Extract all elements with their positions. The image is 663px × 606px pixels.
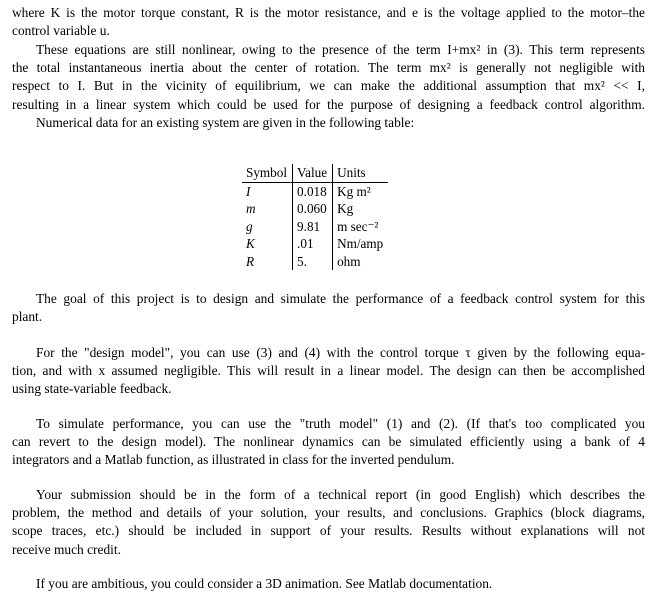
value-cell: 0.060 xyxy=(293,200,333,218)
units-cell: ohm xyxy=(337,253,361,269)
table-row xyxy=(242,218,388,236)
table-header-row xyxy=(242,164,388,182)
submission-line-4: receive much credit. xyxy=(12,541,121,557)
header-value: Value xyxy=(293,164,333,182)
symbol-cell: m xyxy=(242,200,293,218)
intro-line-1: where K is the motor torque constant, R is the motor resistance, and e is the voltage applied to the motor–the xyxy=(12,5,645,20)
simulate-line-3: integrators and a Matlab function, as illustrated in class for the inverted pendulum. xyxy=(12,452,455,468)
design-line-1: For the "design model", you can use (3) and (4) with the control torque τ given by the following equa- xyxy=(36,345,645,360)
equations-line-3: respect to I. But in the vicinity of equilibrium, we can make the additional assumption that mx² << I, xyxy=(12,78,645,94)
table-row xyxy=(242,235,388,253)
units-cell: Kg m² xyxy=(337,183,371,199)
value-cell: 5. xyxy=(293,253,333,271)
design-line-3: using state-variable feedback. xyxy=(12,381,172,397)
simulate-line-2: can revert to the design model). The nonlinear dynamics can be simulated efficiently using a bank of 4 xyxy=(12,434,645,450)
design-line-2: tion, and with x assumed negligible. This will result in a linear model. The design can then be accomplished xyxy=(12,363,645,379)
header-units: Units xyxy=(333,164,389,182)
table-row xyxy=(242,253,388,271)
goal-line-2: plant. xyxy=(12,309,43,325)
simulate-line-1: To simulate performance, you can use the "truth model" (1) and (2). (If that's too complicated you xyxy=(36,416,645,431)
intro-line-2: control variable u. xyxy=(12,23,110,39)
units-cell: Kg xyxy=(337,201,354,216)
goal-paragraph xyxy=(12,290,645,326)
value-cell: 9.81 xyxy=(293,218,333,236)
equations-line-4: resulting in a linear system which could be used for the purpose of designing a feedback control algorithm. xyxy=(12,96,645,112)
value-cell: 0.018 xyxy=(293,182,333,200)
table-row xyxy=(242,200,388,218)
ambitious-line: If you are ambitious, you could consider a 3D animation. See Matlab documentation. xyxy=(36,576,493,591)
submission-line-1: Your submission should be in the form of a technical report (in good English) which describes the xyxy=(36,487,645,502)
units-cell: m sec⁻² xyxy=(337,218,379,234)
symbol-cell: K xyxy=(242,235,293,253)
ambitious-paragraph xyxy=(12,575,645,593)
submission-line-2: problem, the method and details of your solution, your results, and conclusions. Graphics (block diagrams, xyxy=(12,505,645,521)
units-cell: Nm/amp xyxy=(337,236,384,251)
goal-line-1: The goal of this project is to design and simulate the performance of a feedback control system for this xyxy=(36,291,645,306)
design-model-paragraph xyxy=(12,344,645,399)
symbol-cell: g xyxy=(242,218,293,236)
equations-paragraph xyxy=(12,41,645,132)
symbol-cell: I xyxy=(242,182,293,200)
symbol-cell: R xyxy=(242,253,293,271)
submission-line-3: scope traces, etc.) should be included in support of your results. Results without explanations will not xyxy=(12,523,645,539)
header-symbol: Symbol xyxy=(242,164,293,182)
value-cell: .01 xyxy=(293,235,333,253)
equations-line-1: These equations are still nonlinear, owing to the presence of the term I+mx² in (3). This term represents xyxy=(36,42,645,57)
numerical-data-table xyxy=(242,164,388,270)
intro-paragraph xyxy=(12,4,645,40)
simulation-paragraph xyxy=(12,415,645,470)
equations-line-5: Numerical data for an existing system are given in the following table: xyxy=(36,114,415,130)
equations-line-2: the total instantaneous inertia about the center of rotation. The term mx² is generally not negligible with xyxy=(12,60,645,76)
table-row xyxy=(242,182,388,200)
submission-paragraph xyxy=(12,486,645,559)
